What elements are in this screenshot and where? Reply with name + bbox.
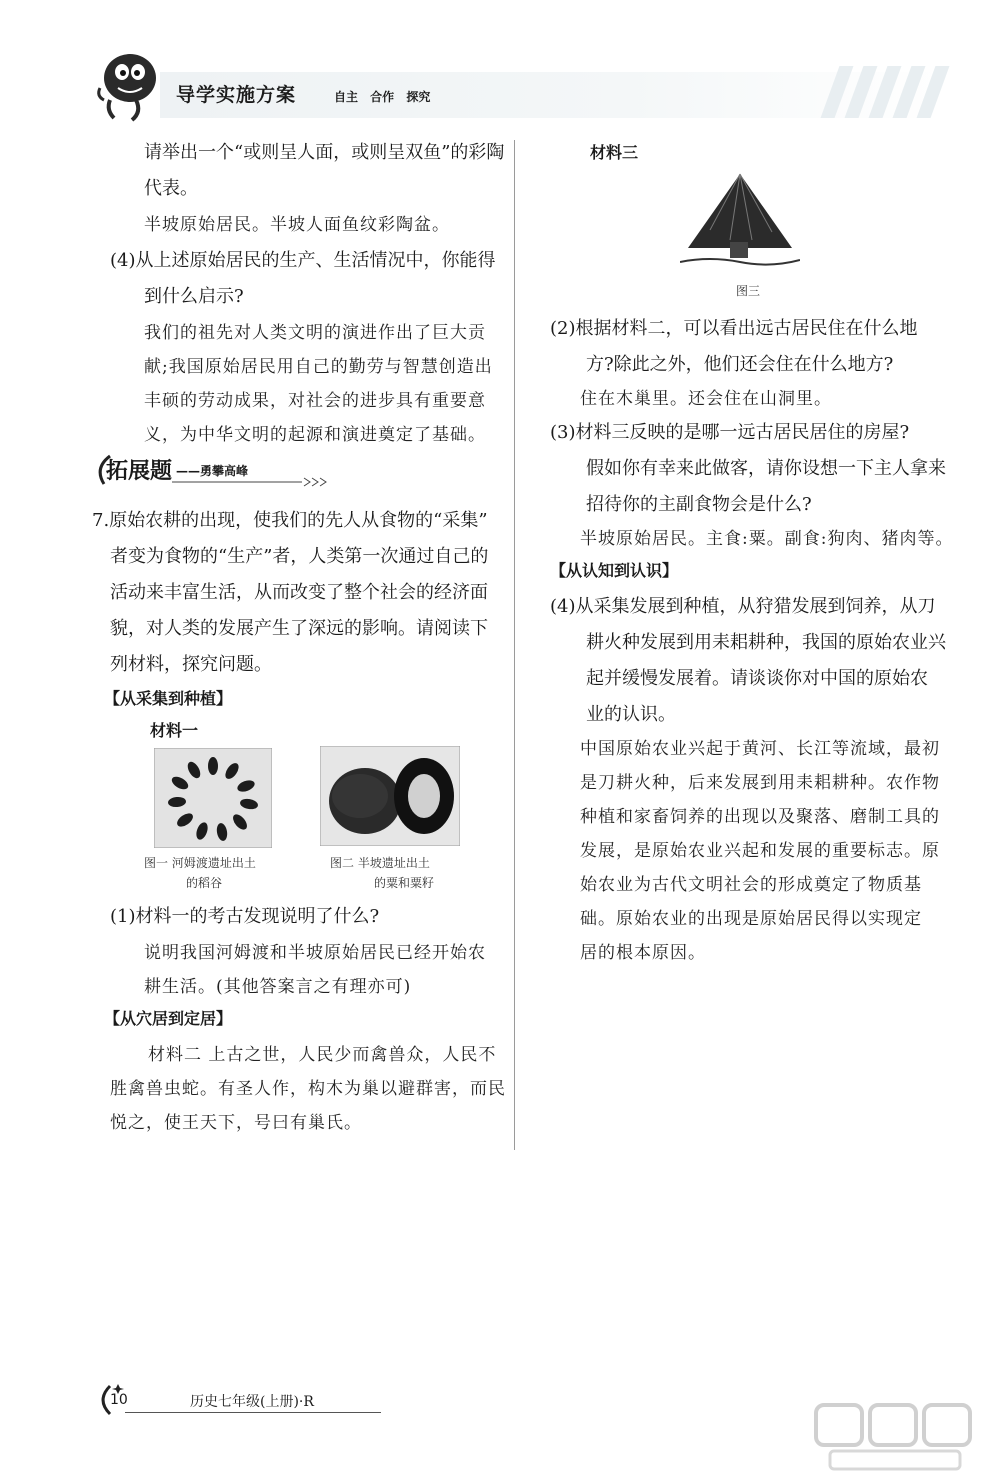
q-text: 者变为食物的“生产”者，人类第一次通过自己的 — [110, 546, 489, 567]
answer-text: 我们的祖先对人类文明的演进作出了巨大贡 — [144, 323, 486, 343]
q-text: 假如你有幸来此做客，请你设想一下主人拿来 — [586, 458, 946, 479]
answer-text: 丰硕的劳动成果，对社会的进步具有重要意 — [144, 391, 486, 411]
header-subtitle: 自主 合作 探究 — [334, 90, 431, 104]
figure-caption: 的稻谷 — [186, 876, 223, 890]
q-text: 代表。 — [144, 178, 198, 199]
answer-text: 义，为中华文明的起源和演进奠定了基础。 — [144, 425, 486, 445]
figure-caption: 的粟和粟籽 — [374, 876, 435, 890]
column-divider — [514, 140, 515, 1150]
mascot-logo-icon — [92, 48, 162, 123]
answer-text: 种植和家畜饲养的出现以及聚落、磨制工具的 — [580, 807, 940, 827]
q-text: (4)从上述原始居民的生产、生活情况中，你能得 — [110, 250, 496, 271]
answer-text: 始农业为古代文明社会的形成奠定了物质基 — [580, 875, 922, 895]
q-text: 方?除此之外，他们还会住在什么地方? — [586, 354, 894, 375]
answer-text: 中国原始农业兴起于黄河、长江等流域，最初 — [580, 739, 940, 759]
material-text: 悦之，使王天下，号曰有巢氏。 — [110, 1113, 362, 1133]
material-text: 胜禽兽虫蛇。有圣人作，构木为巢以避群害，而民 — [110, 1079, 506, 1099]
q-text: 貌，对人类的发展产生了深远的影响。请阅读下 — [110, 618, 488, 639]
figure-caption: 图二 半坡遗址出土 — [330, 856, 430, 870]
answer-text: 住在木巢里。还会住在山洞里。 — [580, 389, 832, 409]
answer-text: 说明我国河姆渡和半坡原始居民已经开始农 — [144, 943, 486, 963]
footer-rule — [125, 1412, 381, 1413]
extension-title: 拓展题 — [106, 459, 173, 484]
figure-caption: 图三 — [736, 284, 761, 298]
section-label: 【从认知到认识】 — [550, 561, 679, 580]
header-stripes — [790, 66, 950, 118]
watermark-logo — [810, 1395, 980, 1475]
section-label: 【从采集到种植】 — [104, 689, 233, 708]
q-text: 到什么启示? — [144, 286, 244, 307]
hut-drawing — [680, 170, 800, 270]
extension-subtitle: ——勇攀高峰 — [176, 464, 249, 478]
page-number: 10 — [110, 1392, 128, 1408]
q-text: (3)材料三反映的是哪一远古居民居住的房屋? — [550, 422, 910, 443]
q-text: 业的认识。 — [586, 704, 676, 725]
rice-grains-photo — [154, 748, 272, 848]
answer-text: 耕生活。(其他答案言之有理亦可) — [144, 977, 412, 997]
q-text: 7.原始农耕的出现，使我们的先人从食物的“采集” — [92, 510, 488, 531]
material-label: 材料三 — [590, 143, 639, 162]
answer-text: 发展，是原始农业兴起和发展的重要标志。原 — [580, 841, 940, 861]
header-title: 导学实施方案 — [176, 84, 297, 106]
q-text: 起并缓慢发展着。请谈谈你对中国的原始农 — [586, 668, 928, 689]
millet-photo — [320, 746, 460, 846]
q-text: 招待你的主副食物会是什么? — [586, 494, 812, 515]
q-text: (4)从采集发展到种植，从狩猎发展到饲养，从刀 — [550, 596, 936, 617]
q-text: 请举出一个“或则呈人面，或则呈双鱼”的彩陶 — [144, 142, 505, 163]
figure-caption: 图一 河姆渡遗址出土 — [144, 856, 256, 870]
answer-text: 居的根本原因。 — [580, 943, 706, 963]
material-text: 材料二 上古之世，人民少而禽兽众，人民不 — [148, 1045, 497, 1065]
answer-text: 是刀耕火种，后来发展到用耒耜耕种。农作物 — [580, 773, 940, 793]
page-header — [0, 0, 1000, 130]
q-text: (1)材料一的考古发现说明了什么? — [110, 906, 380, 927]
q-text: (2)根据材料二，可以看出远古居民住在什么地 — [550, 318, 918, 339]
q-text: 耕火种发展到用耒耜耕种，我国的原始农业兴 — [586, 632, 946, 653]
q-text: 列材料，探究问题。 — [110, 654, 272, 675]
answer-text: 半坡原始居民。半坡人面鱼纹彩陶盆。 — [144, 215, 450, 235]
q-text: 活动来丰富生活，从而改变了整个社会的经济面 — [110, 582, 488, 603]
section-label: 【从穴居到定居】 — [104, 1009, 233, 1028]
material-label: 材料一 — [150, 721, 199, 740]
extension-section-heading — [92, 450, 362, 490]
book-title: 历史七年级(上册)·R — [190, 1394, 314, 1410]
answer-text: 半坡原始居民。主食:粟。副食:狗肉、猪肉等。 — [580, 529, 954, 549]
answer-text: 献;我国原始居民用自己的勤劳与智慧创造出 — [144, 357, 493, 377]
answer-text: 础。原始农业的出现是原始居民得以实现定 — [580, 909, 922, 929]
